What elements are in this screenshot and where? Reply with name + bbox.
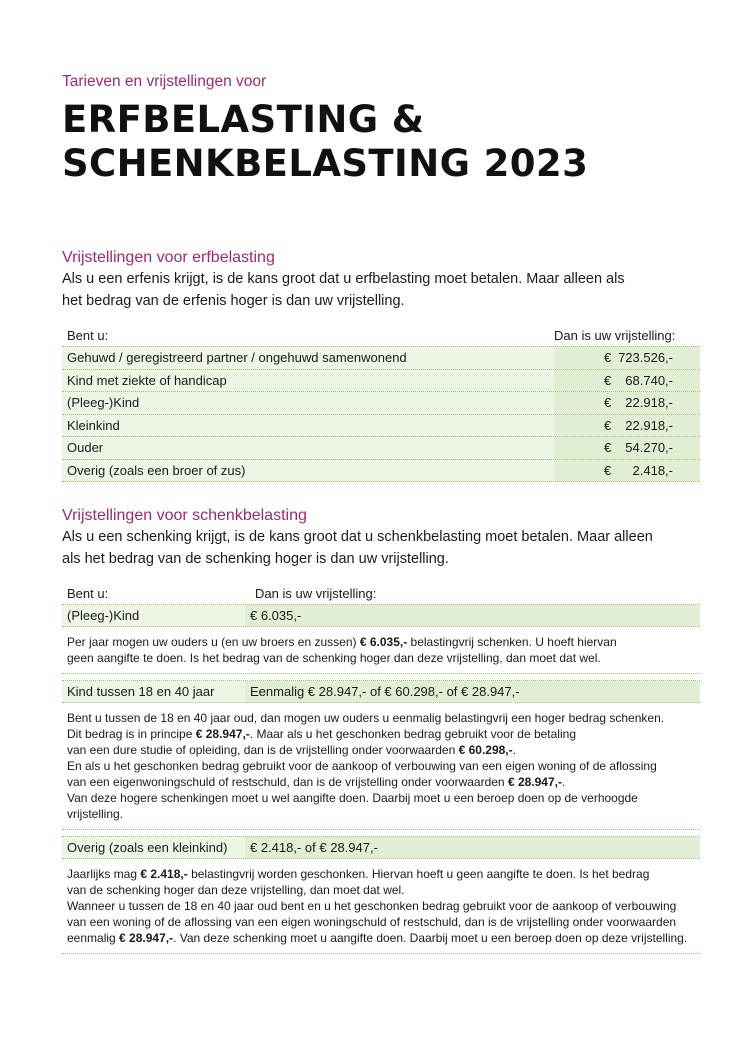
erfbelasting-intro-line-2: het bedrag van de erfenis hoger is dan uw vrijstelling.	[62, 293, 405, 309]
emphasized-amount: € 28.947,-	[119, 931, 174, 945]
page-title-line-2: SCHENKBELASTING 2023	[62, 142, 589, 185]
row-label: Ouder	[67, 440, 104, 456]
page-title-line-1: ERFBELASTING &	[62, 98, 425, 141]
row-amount: 2.418,-	[632, 462, 673, 478]
explanation-text: Jaarlijks mag	[67, 867, 141, 881]
row-label: (Pleeg-)Kind	[62, 605, 245, 626]
table-row	[62, 836, 700, 859]
row-label: Overig (zoals een broer of zus)	[67, 462, 246, 478]
row-explanation	[62, 703, 700, 830]
table-row	[62, 436, 700, 459]
row-value	[554, 370, 700, 392]
emphasized-amount: € 28.947,-	[507, 775, 562, 789]
explanation-text: En als u het geschonken bedrag gebruikt voor de aankoop of verbouwing van een eigen woning of de aflossing	[67, 759, 657, 773]
explanation-text: belastingvrij schenken. U hoeft hiervan	[407, 635, 617, 649]
row-value: € 6.035,-	[245, 605, 700, 626]
schenkbelasting-intro	[62, 526, 700, 570]
row-label: (Pleeg-)Kind	[67, 395, 140, 411]
page-title	[62, 98, 588, 186]
explanation-text: van een woning of de aflossing van een eigen woningschuld of restschuld, dan is de vrijstelling onder voorwaarden	[67, 915, 677, 929]
currency-symbol: €	[604, 440, 612, 456]
table-row	[62, 414, 700, 437]
column-header-bent-u: Bent u:	[67, 327, 109, 343]
schenkbelasting-heading: Vrijstellingen voor schenkbelasting	[62, 507, 307, 524]
row-amount: 723.526,-	[618, 350, 673, 366]
schenkbelasting-table-header	[62, 583, 700, 604]
erfbelasting-intro-line-1: Als u een erfenis krijgt, is de kans groot dat u erfbelasting moet betalen. Maar alleen als	[62, 271, 625, 287]
emphasized-amount: € 2.418,-	[140, 867, 188, 881]
column-header-vrijstelling: Dan is uw vrijstelling:	[554, 327, 676, 343]
explanation-text: Dit bedrag is in principe	[67, 727, 196, 741]
row-explanation	[62, 627, 700, 674]
currency-symbol: €	[604, 395, 612, 411]
row-amount: 68.740,-	[625, 372, 673, 388]
explanation-text: belastingvrij worden geschonken. Hiervan hoeft u geen aangifte te doen. Is het bedrag	[187, 867, 650, 881]
table-row	[62, 369, 700, 392]
explanation-text: Wanneer u tussen de 18 en 40 jaar oud bent en u het geschonken bedrag gebruikt voor de aankoop of verbouwing	[67, 899, 677, 913]
currency-symbol: €	[604, 372, 612, 388]
explanation-text: . Van deze schenking moet u aangifte doen. Daarbij moet u een beroep doen op deze vrijstelling.	[173, 931, 688, 945]
emphasized-amount: € 28.947,-	[195, 727, 250, 741]
erfbelasting-table	[62, 324, 700, 482]
explanation-text: .	[561, 775, 566, 789]
schenkbelasting-table-body	[62, 604, 700, 954]
erfbelasting-heading: Vrijstellingen voor erfbelasting	[62, 249, 275, 266]
currency-symbol: €	[604, 350, 612, 366]
emphasized-amount: € 6.035,-	[359, 635, 408, 649]
kicker-text: Tarieven en vrijstellingen voor	[62, 73, 267, 90]
explanation-text: Per jaar mogen uw ouders u (en uw broers en zussen)	[67, 635, 360, 649]
table-row	[62, 459, 700, 483]
row-amount: 54.270,-	[625, 440, 673, 456]
row-label: Kind tussen 18 en 40 jaar	[62, 681, 245, 702]
table-row	[62, 604, 700, 627]
row-label: Kind met ziekte of handicap	[67, 372, 227, 388]
schenkbelasting-section	[62, 507, 700, 570]
emphasized-amount: € 60.298,-	[458, 743, 513, 757]
row-label: Overig (zoals een kleinkind)	[62, 837, 245, 858]
column-header-vrijstelling: Dan is uw vrijstelling:	[255, 586, 377, 601]
explanation-text: .	[512, 743, 516, 757]
erfbelasting-table-body	[62, 346, 700, 482]
table-row	[62, 391, 700, 414]
explanation-text: geen aangifte te doen. Is het bedrag van de schenking hoger dan deze vrijstelling, dan moet dat wel.	[67, 651, 601, 665]
table-row	[62, 346, 700, 369]
erfbelasting-section	[62, 249, 700, 312]
schenkbelasting-table	[62, 583, 700, 960]
table-row	[62, 680, 700, 703]
row-value	[554, 460, 700, 482]
row-value: € 2.418,- of € 28.947,-	[245, 837, 700, 858]
currency-symbol: €	[604, 417, 612, 433]
column-header-bent-u: Bent u:	[67, 586, 109, 601]
explanation-text: Van deze hogere schenkingen moet u wel aangifte doen. Daarbij moet u een beroep doen op de verhoogde vrijstelling.	[67, 791, 638, 821]
row-amount: 22.918,-	[625, 417, 673, 433]
explanation-text: eenmalig	[67, 931, 120, 945]
row-explanation	[62, 859, 700, 954]
schenkbelasting-intro-line-2: als het bedrag van de schenking hoger is dan uw vrijstelling.	[62, 551, 449, 567]
explanation-text: van de schenking hoger dan deze vrijstelling, dan moet dat wel.	[67, 883, 405, 897]
explanation-text: van een eigenwoningschuld of restschuld, dan is de vrijstelling onder voorwaarden	[67, 775, 508, 789]
row-label: Gehuwd / geregistreerd partner / ongehuwd samenwonend	[67, 350, 407, 366]
erfbelasting-table-header	[62, 324, 700, 346]
schenkbelasting-intro-line-1: Als u een schenking krijgt, is de kans groot dat u schenkbelasting moet betalen. Maar alleen	[62, 529, 653, 545]
currency-symbol: €	[604, 462, 612, 478]
row-value: Eenmalig € 28.947,- of € 60.298,- of € 28.947,-	[245, 681, 700, 702]
explanation-text: . Maar als u het geschonken bedrag gebruikt voor de betaling	[249, 727, 576, 741]
row-value	[554, 347, 700, 369]
explanation-text: van een dure studie of opleiding, dan is de vrijstelling onder voorwaarden	[67, 743, 459, 757]
row-value	[554, 415, 700, 437]
explanation-text: Bent u tussen de 18 en 40 jaar oud, dan mogen uw ouders u eenmalig belastingvrij een hoger bedrag schenken.	[67, 711, 665, 725]
row-value	[554, 392, 700, 414]
row-amount: 22.918,-	[625, 395, 673, 411]
erfbelasting-intro	[62, 268, 700, 312]
row-value	[554, 437, 700, 459]
row-label: Kleinkind	[67, 417, 120, 433]
